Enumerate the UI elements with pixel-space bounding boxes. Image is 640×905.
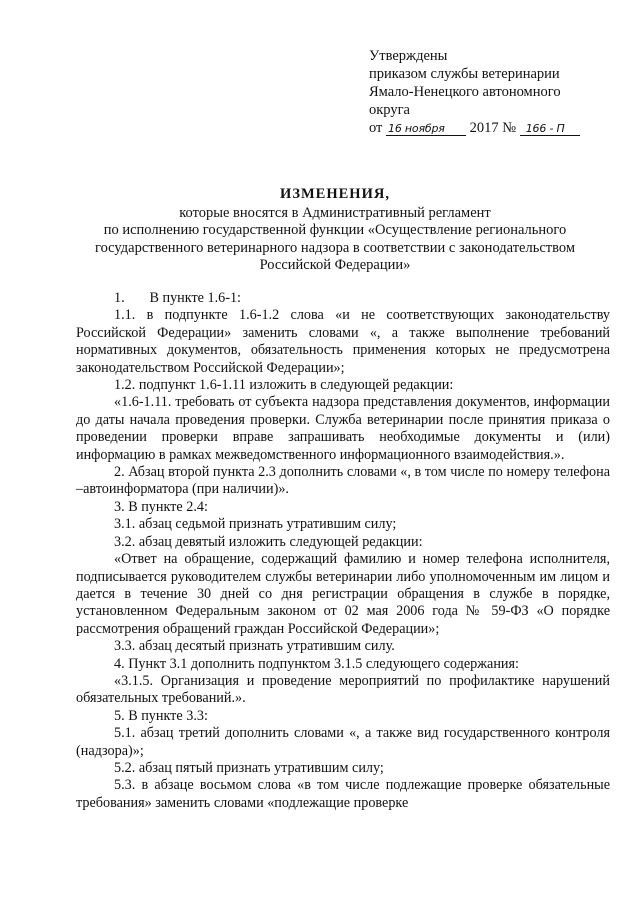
- approval-prefix: от: [369, 120, 383, 136]
- handwritten-date: 16 ноября: [386, 122, 466, 136]
- document-body: [76, 290, 610, 812]
- approval-year: 2017 №: [469, 120, 517, 136]
- approval-date-line: [369, 119, 580, 137]
- document-title: [60, 186, 610, 275]
- paragraph: «Ответ на обращение, содержащий фамилию и номер телефона исполнителя, подписывается руководителем службы ветеринарии либо уполномоченным им лицом и дается в течение 30 дней со дня регистрации обращения в службе в порядке, установленном Федеральным законом от 02 мая 2006 года № 59-ФЗ «О порядке рассмотрения обращений граждан Российской Федерации»;: [76, 551, 610, 637]
- approval-line: приказом службы ветеринарии: [369, 66, 560, 82]
- approval-stamp: [369, 47, 580, 137]
- paragraph: 5. В пункте 3.3:: [114, 707, 208, 724]
- approval-line: Ямало-Ненецкого автономного: [369, 84, 561, 100]
- title-heading: ИЗМЕНЕНИЯ,: [280, 186, 390, 202]
- title-line: государственного ветеринарного надзора в соответствии с законодательством: [94, 239, 576, 256]
- paragraph: 3.3. абзац десятый признать утратившим силу.: [114, 638, 395, 655]
- paragraph: 2. Абзац второй пункта 2.3 дополнить словами «, в том числе по номеру телефона –автоинформатора (при наличии)».: [76, 464, 610, 498]
- approval-line: округа: [369, 102, 410, 118]
- handwritten-number: 166 - П: [520, 122, 580, 136]
- paragraph: 5.1. абзац третий дополнить словами «, а также вид государственного контроля (надзора)»;: [76, 725, 610, 759]
- paragraph: «3.1.5. Организация и проведение мероприятий по профилактике нарушений обязательных требований.».: [76, 672, 610, 707]
- paragraph: 1.1. в подпункте 1.6-1.2 слова «и не соответствующих законодательству Российской Федерации» заменить словами «, а также выполнение требований нормативных документов, обязательность применения которых не предусмотрена законодательством Российской Федерации»;: [76, 307, 610, 376]
- paragraph: 3. В пункте 2.4:: [114, 498, 208, 515]
- paragraph: «1.6-1.11. требовать от субъекта надзора представления документов, информации до даты начала проведения проверки. Служба ветеринарии после принятия приказа о проведении проверки вправе запрашивать необходимые документы и (или) информацию в рамках межведомственного информационного взаимодействия.».: [76, 394, 610, 463]
- paragraph: 1. В пункте 1.6-1:: [114, 290, 242, 306]
- title-line: Российской Федерации»: [259, 257, 411, 273]
- paragraph: 4. Пункт 3.1 дополнить подпунктом 3.1.5 следующего содержания:: [114, 655, 519, 672]
- paragraph: 5.3. в абзаце восьмом слова «в том числе подлежащие проверке обязательные требования» заменить словами «подлежащие проверке: [76, 777, 610, 811]
- paragraph: 1.2. подпункт 1.6-1.11 изложить в следующей редакции:: [114, 377, 454, 394]
- paragraph: 3.1. абзац седьмой признать утратившим силу;: [114, 516, 397, 533]
- title-line: которые вносятся в Административный регламент: [179, 204, 491, 221]
- approval-line: Утверждены: [369, 48, 448, 64]
- paragraph: 5.2. абзац пятый признать утратившим силу;: [114, 759, 384, 776]
- paragraph: 3.2. абзац девятый изложить следующей редакции:: [114, 533, 423, 550]
- title-line: по исполнению государственной функции «Осуществление регионального: [103, 222, 567, 238]
